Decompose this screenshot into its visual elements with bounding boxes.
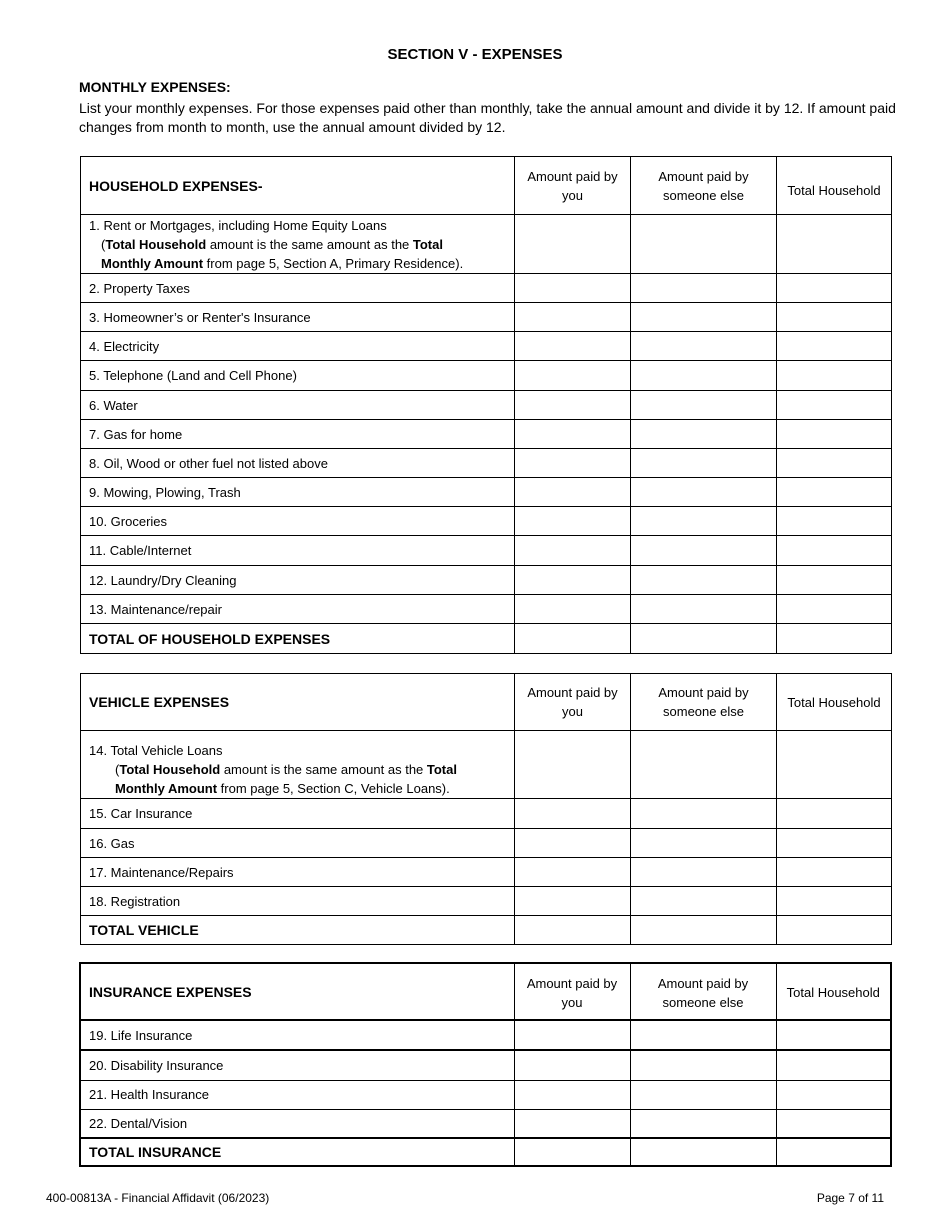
note-bold: Monthly Amount xyxy=(101,255,204,271)
amount-you-input[interactable] xyxy=(514,1020,630,1050)
row-note xyxy=(89,779,506,798)
amount-else-input[interactable] xyxy=(630,1080,776,1109)
amount-you-input[interactable] xyxy=(514,1050,630,1080)
row-label: 11. Cable/Internet xyxy=(81,536,515,566)
table-row xyxy=(81,478,892,507)
col-total-household: Total Household xyxy=(777,674,892,731)
table-row xyxy=(81,303,892,332)
table-row xyxy=(81,449,892,478)
insurance-heading: INSURANCE EXPENSES xyxy=(80,963,514,1020)
amount-you-input[interactable] xyxy=(515,799,631,829)
amount-else-input[interactable] xyxy=(630,1050,776,1080)
row-note xyxy=(89,254,506,273)
col-amount-paid-by-you: Amount paid by you xyxy=(514,963,630,1020)
total-household-input[interactable] xyxy=(777,858,892,887)
monthly-expenses-heading: MONTHLY EXPENSES: xyxy=(79,79,231,95)
table-row xyxy=(81,507,892,536)
table-row xyxy=(81,731,892,799)
row-label: 12. Laundry/Dry Cleaning xyxy=(81,566,515,595)
total-you-input[interactable] xyxy=(515,624,631,654)
amount-else-input[interactable] xyxy=(631,566,777,595)
row-label: 22. Dental/Vision xyxy=(80,1109,514,1138)
total-you-input[interactable] xyxy=(514,1138,630,1166)
row-label: 15. Car Insurance xyxy=(81,799,515,829)
table-row xyxy=(81,420,892,449)
amount-you-input[interactable] xyxy=(515,391,631,420)
row-label: 3. Homeowner’s or Renter's Insurance xyxy=(81,303,515,332)
table-row xyxy=(81,887,892,916)
amount-else-input[interactable] xyxy=(631,274,777,303)
amount-you-input[interactable] xyxy=(515,215,631,274)
row-label: 5. Telephone (Land and Cell Phone) xyxy=(81,361,515,391)
amount-else-input[interactable] xyxy=(631,391,777,420)
total-household-input[interactable] xyxy=(777,731,892,799)
amount-you-input[interactable] xyxy=(515,566,631,595)
table-row xyxy=(81,536,892,566)
note-bold: Monthly Amount xyxy=(115,781,218,796)
amount-else-input[interactable] xyxy=(631,536,777,566)
note-text: amount is the same amount as the xyxy=(206,236,413,252)
table-row xyxy=(80,1080,891,1109)
row-label: 20. Disability Insurance xyxy=(80,1050,514,1080)
amount-else-input[interactable] xyxy=(631,303,777,332)
note-bold: Total xyxy=(426,762,457,777)
amount-else-input[interactable] xyxy=(631,829,777,858)
total-household-input[interactable] xyxy=(777,507,892,536)
total-household-input[interactable] xyxy=(777,303,892,332)
row-label-rent-mortgage xyxy=(81,215,515,274)
total-household-sum-input[interactable] xyxy=(777,624,892,654)
amount-else-input[interactable] xyxy=(631,332,777,361)
page-title: SECTION V - EXPENSES xyxy=(387,46,563,63)
total-household-input[interactable] xyxy=(777,536,892,566)
row-label: 16. Gas xyxy=(81,829,515,858)
total-you-input[interactable] xyxy=(515,916,631,945)
total-household-expenses-label: TOTAL OF HOUSEHOLD EXPENSES xyxy=(81,624,515,654)
row-label: 13. Maintenance/repair xyxy=(81,595,515,624)
col-amount-paid-by-someone-else: Amount paid by someone else xyxy=(630,963,776,1020)
total-household-input[interactable] xyxy=(777,595,892,624)
note-bold: Total Household xyxy=(105,236,207,252)
amount-else-input[interactable] xyxy=(631,799,777,829)
amount-you-input[interactable] xyxy=(515,332,631,361)
table-row xyxy=(81,829,892,858)
amount-you-input[interactable] xyxy=(515,595,631,624)
amount-else-input[interactable] xyxy=(631,215,777,274)
total-else-input[interactable] xyxy=(631,916,777,945)
amount-you-input[interactable] xyxy=(515,478,631,507)
table-row xyxy=(81,391,892,420)
total-row xyxy=(81,916,892,945)
table-row xyxy=(81,566,892,595)
total-household-sum-input[interactable] xyxy=(776,1138,891,1166)
amount-else-input[interactable] xyxy=(631,478,777,507)
total-household-input[interactable] xyxy=(777,420,892,449)
col-total-household: Total Household xyxy=(776,963,891,1020)
row-label: 2. Property Taxes xyxy=(81,274,515,303)
amount-else-input[interactable] xyxy=(631,595,777,624)
table-row xyxy=(81,858,892,887)
table-row xyxy=(81,215,892,274)
amount-you-input[interactable] xyxy=(515,303,631,332)
note-bold: Total Household xyxy=(119,762,221,777)
vehicle-expenses-table xyxy=(80,673,892,945)
total-household-sum-input[interactable] xyxy=(777,916,892,945)
row-label: 9. Mowing, Plowing, Trash xyxy=(81,478,515,507)
amount-you-input[interactable] xyxy=(514,1109,630,1138)
vehicle-heading: VEHICLE EXPENSES xyxy=(81,674,515,731)
note-text: amount is the same amount as the xyxy=(220,762,427,777)
note-text: from page 5, Section C, Vehicle Loans). xyxy=(217,781,450,796)
table-row xyxy=(80,1050,891,1080)
row-label-main: 14. Total Vehicle Loans xyxy=(89,743,223,758)
amount-you-input[interactable] xyxy=(515,361,631,391)
table-row xyxy=(81,361,892,391)
col-total-household: Total Household xyxy=(777,157,892,215)
instructions-text: List your monthly expenses. For those expenses paid other than monthly, take the annual amount and divide it by 12. If amount paid changes from month to month, use the annual amount divided by 12. xyxy=(79,100,896,135)
table-row xyxy=(81,799,892,829)
amount-else-input[interactable] xyxy=(631,420,777,449)
household-heading: HOUSEHOLD EXPENSES- xyxy=(81,157,515,215)
amount-you-input[interactable] xyxy=(515,449,631,478)
total-household-input[interactable] xyxy=(777,799,892,829)
table-header-row xyxy=(81,157,892,215)
row-label: 21. Health Insurance xyxy=(80,1080,514,1109)
table-row xyxy=(81,332,892,361)
total-household-input[interactable] xyxy=(777,829,892,858)
total-household-input[interactable] xyxy=(776,1050,891,1080)
amount-you-input[interactable] xyxy=(514,1080,630,1109)
total-else-input[interactable] xyxy=(631,624,777,654)
table-row xyxy=(80,1020,891,1050)
total-household-input[interactable] xyxy=(777,332,892,361)
table-row xyxy=(80,1109,891,1138)
total-household-input[interactable] xyxy=(777,274,892,303)
amount-else-input[interactable] xyxy=(631,858,777,887)
total-row xyxy=(80,1138,891,1166)
row-note: (Total Household amount is the same amount as the Total xyxy=(101,236,443,252)
total-insurance-label: TOTAL INSURANCE xyxy=(80,1138,514,1166)
total-household-input[interactable] xyxy=(777,887,892,916)
insurance-expenses-table xyxy=(79,962,892,1167)
amount-else-input[interactable] xyxy=(631,731,777,799)
amount-you-input[interactable] xyxy=(515,420,631,449)
col-amount-paid-by-someone-else: Amount paid by someone else xyxy=(631,674,777,731)
form-id: 400-00813A - Financial Affidavit (06/2023) xyxy=(46,1191,270,1205)
col-amount-paid-by-someone-else: Amount paid by someone else xyxy=(631,157,777,215)
household-expenses-table xyxy=(80,156,892,654)
row-label-vehicle-loans xyxy=(81,731,515,799)
total-household-input[interactable] xyxy=(777,449,892,478)
total-household-input[interactable] xyxy=(776,1020,891,1050)
total-household-input[interactable] xyxy=(777,361,892,391)
row-note: (Total Household amount is the same amount as the Total xyxy=(115,762,457,777)
total-household-input[interactable] xyxy=(777,478,892,507)
table-row xyxy=(81,595,892,624)
total-household-input[interactable] xyxy=(776,1109,891,1138)
row-label-main: 1. Rent or Mortgages, including Home Equity Loans xyxy=(89,217,387,233)
table-row xyxy=(81,274,892,303)
total-vehicle-label: TOTAL VEHICLE xyxy=(81,916,515,945)
row-label: 10. Groceries xyxy=(81,507,515,536)
amount-you-input[interactable] xyxy=(515,536,631,566)
row-label: 18. Registration xyxy=(81,887,515,916)
total-household-input[interactable] xyxy=(776,1080,891,1109)
total-household-input[interactable] xyxy=(777,391,892,420)
amount-else-input[interactable] xyxy=(631,361,777,391)
total-household-input[interactable] xyxy=(777,566,892,595)
amount-you-input[interactable] xyxy=(515,858,631,887)
row-label: 7. Gas for home xyxy=(81,420,515,449)
row-label: 6. Water xyxy=(81,391,515,420)
col-amount-paid-by-you: Amount paid by you xyxy=(515,674,631,731)
amount-else-input[interactable] xyxy=(631,507,777,536)
amount-you-input[interactable] xyxy=(515,887,631,916)
note-text: from page 5, Section A, Primary Residence). xyxy=(203,255,464,271)
amount-else-input[interactable] xyxy=(631,887,777,916)
table-header-row xyxy=(81,674,892,731)
page-number: Page 7 of 11 xyxy=(816,1191,884,1205)
amount-else-input[interactable] xyxy=(630,1020,776,1050)
amount-else-input[interactable] xyxy=(630,1109,776,1138)
row-label: 8. Oil, Wood or other fuel not listed above xyxy=(81,449,515,478)
total-row xyxy=(81,624,892,654)
total-else-input[interactable] xyxy=(630,1138,776,1166)
amount-you-input[interactable] xyxy=(515,731,631,799)
row-label: 4. Electricity xyxy=(81,332,515,361)
row-label: 19. Life Insurance xyxy=(80,1020,514,1050)
total-household-input[interactable] xyxy=(777,215,892,274)
amount-you-input[interactable] xyxy=(515,274,631,303)
amount-you-input[interactable] xyxy=(515,507,631,536)
col-amount-paid-by-you: Amount paid by you xyxy=(515,157,631,215)
row-label: 17. Maintenance/Repairs xyxy=(81,858,515,887)
table-header-row xyxy=(80,963,891,1020)
note-bold: Total xyxy=(412,236,443,252)
amount-else-input[interactable] xyxy=(631,449,777,478)
amount-you-input[interactable] xyxy=(515,829,631,858)
